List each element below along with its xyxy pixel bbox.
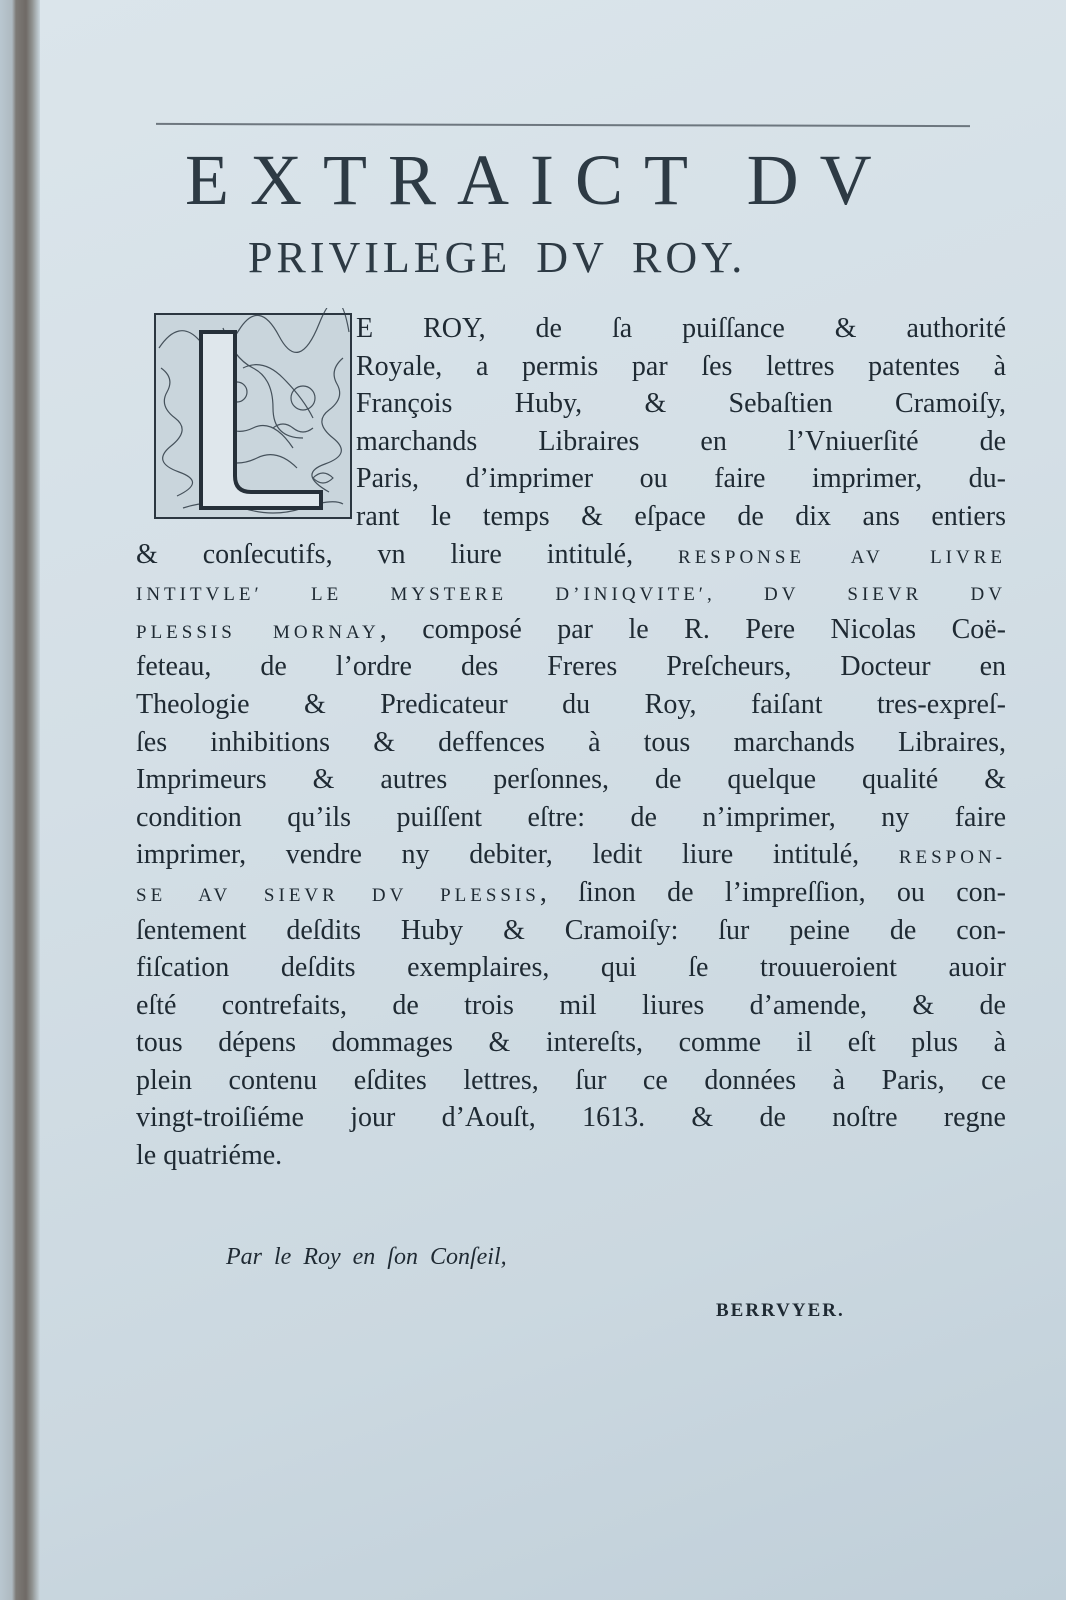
small-caps-segment: INTITVLE′ LE MYSTERE D’INIQVITE′, DV SIEVR DV (136, 584, 1006, 606)
text-line (136, 799, 1006, 837)
text-segment: Imprimeurs & autres perſonnes, de quelque qualité & (136, 764, 1006, 796)
text-line (136, 348, 1006, 386)
text-segment: plein contenu eſdites lettres, ſur ce données à Paris, ce (136, 1064, 1006, 1096)
text-line (136, 874, 1006, 912)
secretary-signature: BERRVYER. (716, 1300, 845, 1321)
book-spine-gutter (0, 0, 40, 1600)
text-line (136, 536, 1006, 574)
text-segment: Royale, a permis par ſes lettres patentes à (356, 350, 1006, 382)
text-line (136, 460, 1006, 498)
text-line (136, 611, 1006, 649)
small-caps-segment: PLESSIS MORNAY (136, 621, 380, 643)
text-line (136, 724, 1006, 762)
book-page (40, 0, 1066, 1600)
small-caps-segment: RESPONSE AV LIVRE (678, 546, 1006, 568)
page-subtitle: PRIVILEGE DV ROY. (248, 233, 747, 282)
text-segment: François Huby, & Sebaſtien Cramoiſy, (356, 388, 1006, 420)
text-segment: fiſcation deſdits exemplaires, qui ſe trouueroient auoir (136, 952, 1006, 984)
text-segment: Paris, d’imprimer ou faire imprimer, du- (356, 463, 1006, 495)
text-line (136, 423, 1006, 461)
text-line (136, 573, 1006, 611)
text-segment: ſentement deſdits Huby & Cramoiſy: ſur peine de con- (136, 914, 1006, 946)
text-line (136, 1137, 1006, 1175)
text-segment: tous dépens dommages & intereſts, comme il eſt plus à (136, 1027, 1006, 1059)
text-line (136, 1024, 1006, 1062)
text-line (136, 498, 1006, 536)
text-segment: eſté contrefaits, de trois mil liures d’amende, & de (136, 989, 1006, 1021)
text-segment: le quatriéme. (136, 1140, 283, 1172)
text-line (136, 836, 1006, 874)
text-segment: vingt-troiſiéme jour d’Aouſt, 1613. & de noſtre regne (136, 1102, 1006, 1134)
small-caps-segment: SE AV SIEVR DV PLESSIS (136, 884, 540, 906)
text-segment: feteau, de l’ordre des Freres Preſcheurs, Docteur en (136, 651, 1006, 683)
text-line (136, 912, 1006, 950)
text-line (136, 1099, 1006, 1137)
text-segment: E ROY, de ſa puiſſance & authorité (356, 313, 1006, 344)
text-segment: , composé par le R. Pere Nicolas Coë- (379, 613, 1006, 645)
text-segment: marchands Libraires en l’Vniuerſité de (356, 425, 1006, 457)
text-segment: , ſinon de l’impreſſion, ou con- (539, 876, 1006, 908)
text-segment: ſes inhibitions & deffences à tous marchands Libraires, (136, 726, 1006, 758)
text-segment: rant le temps & eſpace de dix ans entiers (356, 500, 1006, 532)
text-line (136, 987, 1006, 1025)
header-rule (156, 123, 970, 127)
privilege-text (136, 310, 1006, 1175)
text-line (136, 686, 1006, 724)
text-line (136, 949, 1006, 987)
signature-formula: Par le Roy en ſon Conſeil, (226, 1244, 507, 1270)
text-line (136, 1062, 1006, 1100)
text-segment: condition qu’ils puiſſent eſtre: de n’imprimer, ny faire (136, 801, 1006, 833)
text-line (136, 385, 1006, 423)
page-title: EXTRAICT DV (185, 140, 893, 220)
text-line (136, 648, 1006, 686)
text-segment: imprimer, vendre ny debiter, ledit liure intitulé, (136, 839, 899, 871)
text-line (136, 761, 1006, 799)
text-line (136, 310, 1006, 348)
text-segment: & conſecutifs, vn liure intitulé, (136, 538, 679, 570)
small-caps-segment: RESPON- (898, 847, 1006, 869)
text-segment: Theologie & Predicateur du Roy, faiſant tres-expreſ- (136, 688, 1006, 720)
